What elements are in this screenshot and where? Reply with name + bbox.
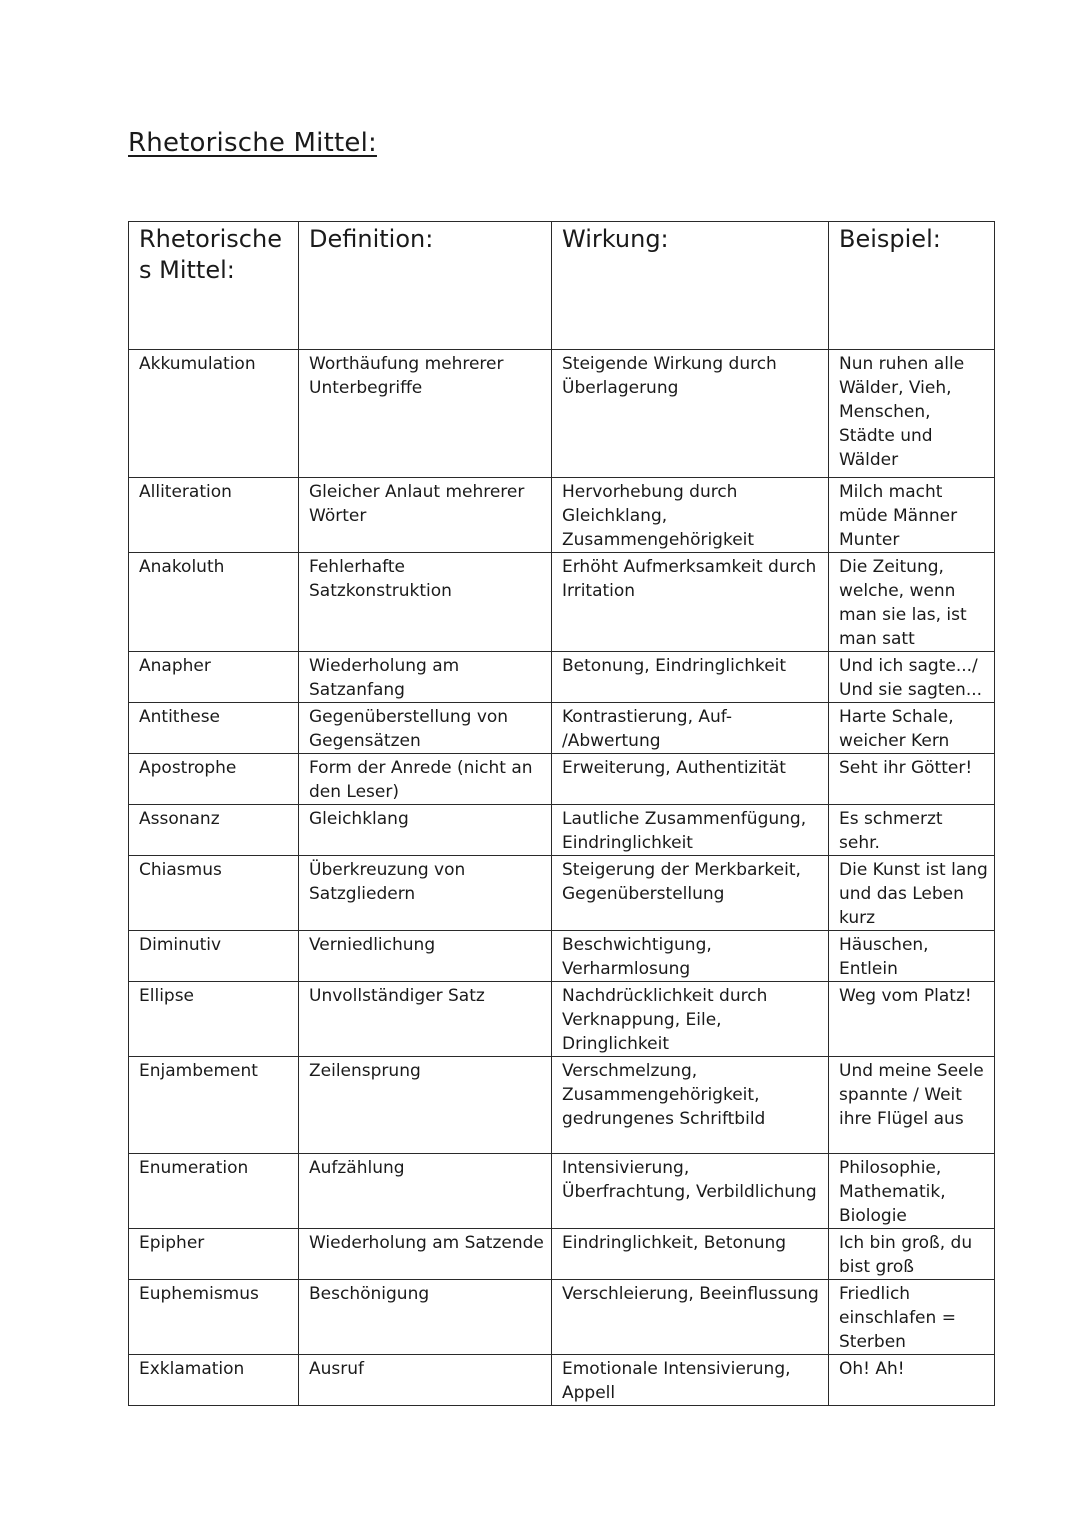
- cell-mittel: Akkumulation: [129, 350, 299, 478]
- cell-wirkung: Kontrastierung, Auf- /Abwertung: [552, 703, 829, 754]
- cell-definition: Fehlerhafte Satzkonstruktion: [299, 553, 552, 652]
- cell-beispiel: Friedlich einschlafen = Sterben: [829, 1280, 995, 1355]
- cell-beispiel: Seht ihr Götter!: [829, 754, 995, 805]
- table-row: [129, 553, 995, 652]
- table-row: [129, 805, 995, 856]
- cell-wirkung: Betonung, Eindringlichkeit: [552, 652, 829, 703]
- cell-mittel: Assonanz: [129, 805, 299, 856]
- table-row: [129, 931, 995, 982]
- cell-definition: Form der Anrede (nicht an den Leser): [299, 754, 552, 805]
- cell-definition: Worthäufung mehrerer Unterbegriffe: [299, 350, 552, 478]
- cell-wirkung: Eindringlichkeit, Betonung: [552, 1229, 829, 1280]
- page-title: Rhetorische Mittel:: [128, 128, 377, 158]
- table-row: [129, 1154, 995, 1229]
- cell-beispiel: Milch macht müde Männer Munter: [829, 478, 995, 553]
- cell-beispiel: Und meine Seele spannte / Weit ihre Flügel aus: [829, 1057, 995, 1154]
- cell-beispiel: Häuschen, Entlein: [829, 931, 995, 982]
- table-row: [129, 1057, 995, 1154]
- rhetorical-devices-table: [128, 221, 995, 1406]
- header-definition: Definition:: [299, 222, 552, 350]
- cell-wirkung: Erweiterung, Authentizität: [552, 754, 829, 805]
- cell-wirkung: Steigende Wirkung durch Überlagerung: [552, 350, 829, 478]
- cell-wirkung: Intensivierung, Überfrachtung, Verbildlichung: [552, 1154, 829, 1229]
- cell-definition: Wiederholung am Satzende: [299, 1229, 552, 1280]
- cell-mittel: Enjambement: [129, 1057, 299, 1154]
- cell-mittel: Antithese: [129, 703, 299, 754]
- cell-beispiel: Die Kunst ist lang und das Leben kurz: [829, 856, 995, 931]
- table-body: [129, 350, 995, 1406]
- table-row: [129, 350, 995, 478]
- cell-mittel: Alliteration: [129, 478, 299, 553]
- cell-mittel: Anakoluth: [129, 553, 299, 652]
- cell-definition: Zeilensprung: [299, 1057, 552, 1154]
- cell-mittel: Apostrophe: [129, 754, 299, 805]
- cell-beispiel: Ich bin groß, du bist groß: [829, 1229, 995, 1280]
- cell-wirkung: Beschwichtigung, Verharmlosung: [552, 931, 829, 982]
- cell-beispiel: Harte Schale, weicher Kern: [829, 703, 995, 754]
- cell-beispiel: Und ich sagte.../ Und sie sagten...: [829, 652, 995, 703]
- table-header-row: [129, 222, 995, 350]
- cell-definition: Aufzählung: [299, 1154, 552, 1229]
- cell-wirkung: Hervorhebung durch Gleichklang, Zusammengehörigkeit: [552, 478, 829, 553]
- cell-beispiel: Es schmerzt sehr.: [829, 805, 995, 856]
- header-mittel: Rhetorisches Mittel:: [129, 222, 299, 350]
- table-row: [129, 652, 995, 703]
- cell-wirkung: Steigerung der Merkbarkeit, Gegenüberstellung: [552, 856, 829, 931]
- cell-beispiel: Weg vom Platz!: [829, 982, 995, 1057]
- header-beispiel: Beispiel:: [829, 222, 995, 350]
- cell-definition: Ausruf: [299, 1355, 552, 1406]
- cell-beispiel: Nun ruhen alle Wälder, Vieh, Menschen, Städte und Wälder: [829, 350, 995, 478]
- table-row: [129, 1229, 995, 1280]
- table-row: [129, 856, 995, 931]
- cell-wirkung: Erhöht Aufmerksamkeit durch Irritation: [552, 553, 829, 652]
- table-row: [129, 703, 995, 754]
- cell-wirkung: Emotionale Intensivierung, Appell: [552, 1355, 829, 1406]
- table-row: [129, 982, 995, 1057]
- cell-mittel: Epipher: [129, 1229, 299, 1280]
- cell-wirkung: Lautliche Zusammenfügung, Eindringlichkeit: [552, 805, 829, 856]
- cell-definition: Beschönigung: [299, 1280, 552, 1355]
- cell-wirkung: Verschmelzung, Zusammengehörigkeit, gedrungenes Schriftbild: [552, 1057, 829, 1154]
- cell-mittel: Exklamation: [129, 1355, 299, 1406]
- table-row: [129, 1355, 995, 1406]
- cell-beispiel: Die Zeitung, welche, wenn man sie las, ist man satt: [829, 553, 995, 652]
- cell-definition: Wiederholung am Satzanfang: [299, 652, 552, 703]
- cell-definition: Gleicher Anlaut mehrerer Wörter: [299, 478, 552, 553]
- cell-mittel: Euphemismus: [129, 1280, 299, 1355]
- cell-definition: Verniedlichung: [299, 931, 552, 982]
- cell-wirkung: Nachdrücklichkeit durch Verknappung, Eile, Dringlichkeit: [552, 982, 829, 1057]
- cell-definition: Gleichklang: [299, 805, 552, 856]
- cell-beispiel: Philosophie, Mathematik, Biologie: [829, 1154, 995, 1229]
- cell-mittel: Diminutiv: [129, 931, 299, 982]
- cell-definition: Unvollständiger Satz: [299, 982, 552, 1057]
- header-wirkung: Wirkung:: [552, 222, 829, 350]
- cell-mittel: Anapher: [129, 652, 299, 703]
- cell-mittel: Enumeration: [129, 1154, 299, 1229]
- table-row: [129, 754, 995, 805]
- cell-wirkung: Verschleierung, Beeinflussung: [552, 1280, 829, 1355]
- cell-mittel: Chiasmus: [129, 856, 299, 931]
- cell-definition: Überkreuzung von Satzgliedern: [299, 856, 552, 931]
- cell-mittel: Ellipse: [129, 982, 299, 1057]
- cell-definition: Gegenüberstellung von Gegensätzen: [299, 703, 552, 754]
- cell-beispiel: Oh! Ah!: [829, 1355, 995, 1406]
- table-row: [129, 478, 995, 553]
- table-row: [129, 1280, 995, 1355]
